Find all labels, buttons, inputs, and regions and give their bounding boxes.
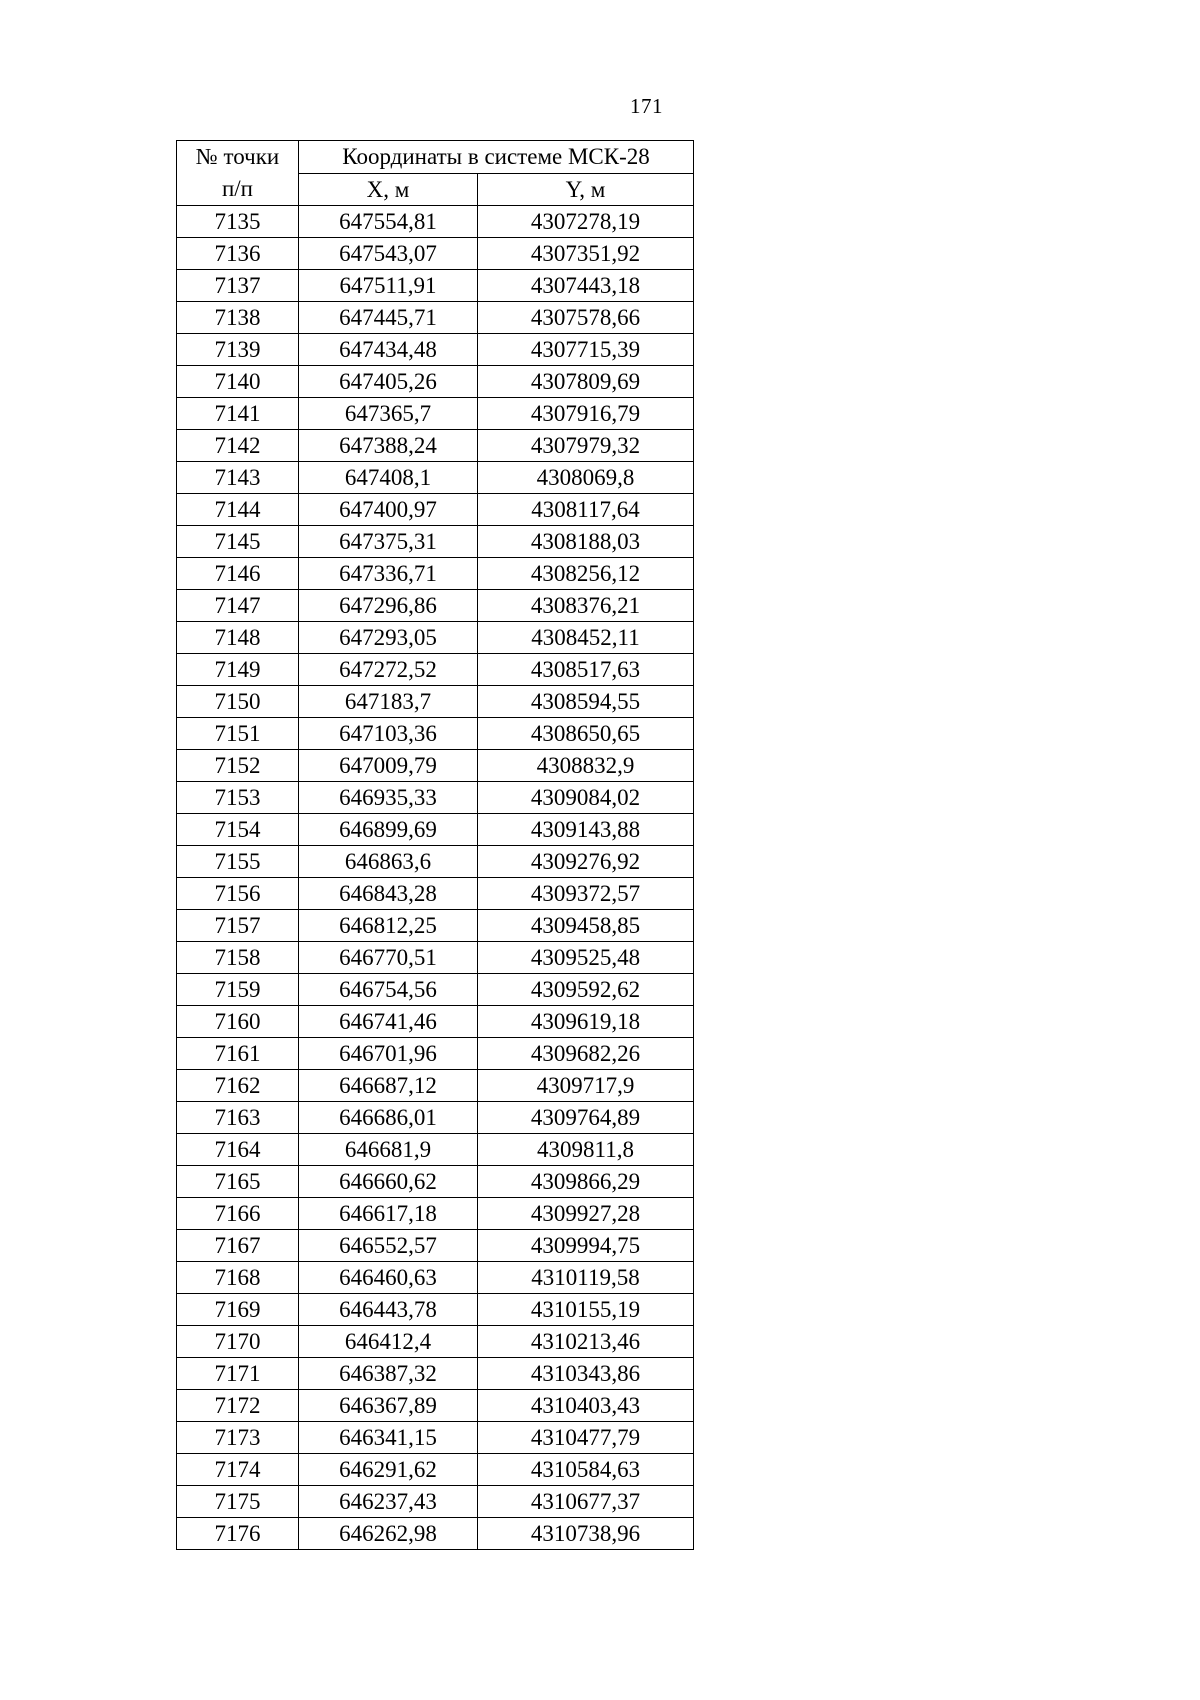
point-number-cell: 7171 (177, 1358, 299, 1390)
table-row (177, 814, 694, 846)
table-body (177, 206, 694, 1550)
table-row (177, 942, 694, 974)
table-row (177, 654, 694, 686)
point-number-cell: 7144 (177, 494, 299, 526)
y-coordinate-cell: 4310119,58 (478, 1262, 694, 1294)
point-number-cell: 7149 (177, 654, 299, 686)
point-number-cell: 7147 (177, 590, 299, 622)
point-number-cell: 7154 (177, 814, 299, 846)
x-coordinate-cell: 646770,51 (299, 942, 478, 974)
table-row (177, 430, 694, 462)
x-coordinate-cell: 646460,63 (299, 1262, 478, 1294)
y-coordinate-cell: 4309372,57 (478, 878, 694, 910)
y-coordinate-cell: 4308452,11 (478, 622, 694, 654)
table-row (177, 1486, 694, 1518)
y-coordinate-cell: 4309994,75 (478, 1230, 694, 1262)
table-row (177, 1166, 694, 1198)
x-coordinate-cell: 646681,9 (299, 1134, 478, 1166)
table-row (177, 462, 694, 494)
x-coordinate-cell: 646617,18 (299, 1198, 478, 1230)
point-number-cell: 7173 (177, 1422, 299, 1454)
y-coordinate-cell: 4307278,19 (478, 206, 694, 238)
table-row (177, 398, 694, 430)
table-row (177, 910, 694, 942)
point-number-cell: 7159 (177, 974, 299, 1006)
point-number-cell: 7172 (177, 1390, 299, 1422)
table-row (177, 590, 694, 622)
table-row (177, 1134, 694, 1166)
table-row (177, 526, 694, 558)
table-header (177, 141, 694, 206)
y-coordinate-cell: 4307578,66 (478, 302, 694, 334)
point-number-cell: 7163 (177, 1102, 299, 1134)
x-coordinate-cell: 646812,25 (299, 910, 478, 942)
point-number-cell: 7141 (177, 398, 299, 430)
point-number-cell: 7151 (177, 718, 299, 750)
y-coordinate-cell: 4310738,96 (478, 1518, 694, 1550)
y-coordinate-cell: 4309927,28 (478, 1198, 694, 1230)
point-number-cell: 7137 (177, 270, 299, 302)
table-row (177, 1454, 694, 1486)
x-coordinate-cell: 647543,07 (299, 238, 478, 270)
y-coordinate-cell: 4309682,26 (478, 1038, 694, 1070)
point-number-cell: 7138 (177, 302, 299, 334)
x-coordinate-cell: 647408,1 (299, 462, 478, 494)
table-row (177, 494, 694, 526)
coordinate-system-header: Координаты в системе МСК-28 (299, 141, 694, 174)
x-coordinate-cell: 646863,6 (299, 846, 478, 878)
table-row (177, 782, 694, 814)
x-coordinate-cell: 647293,05 (299, 622, 478, 654)
x-coordinate-cell: 646686,01 (299, 1102, 478, 1134)
table-row (177, 1390, 694, 1422)
x-coordinate-cell: 646552,57 (299, 1230, 478, 1262)
x-coordinate-cell: 646935,33 (299, 782, 478, 814)
x-coordinate-cell: 646754,56 (299, 974, 478, 1006)
y-coordinate-cell: 4309717,9 (478, 1070, 694, 1102)
y-coordinate-cell: 4310155,19 (478, 1294, 694, 1326)
x-coordinate-cell: 647272,52 (299, 654, 478, 686)
x-coordinate-cell: 647183,7 (299, 686, 478, 718)
table-row (177, 1262, 694, 1294)
point-number-cell: 7156 (177, 878, 299, 910)
x-coordinate-cell: 647336,71 (299, 558, 478, 590)
point-number-cell: 7142 (177, 430, 299, 462)
x-column-header: X, м (299, 173, 478, 206)
point-number-cell: 7162 (177, 1070, 299, 1102)
x-coordinate-cell: 647009,79 (299, 750, 478, 782)
point-number-cell: 7167 (177, 1230, 299, 1262)
page-number: 171 (630, 94, 663, 118)
table-row (177, 334, 694, 366)
point-number-cell: 7139 (177, 334, 299, 366)
table-row (177, 1102, 694, 1134)
y-coordinate-cell: 4310403,43 (478, 1390, 694, 1422)
point-number-header-line2: п/п (221, 176, 253, 201)
y-coordinate-cell: 4309458,85 (478, 910, 694, 942)
point-number-cell: 7174 (177, 1454, 299, 1486)
x-coordinate-cell: 647405,26 (299, 366, 478, 398)
table-row (177, 974, 694, 1006)
y-coordinate-cell: 4307809,69 (478, 366, 694, 398)
y-coordinate-cell: 4309592,62 (478, 974, 694, 1006)
point-number-cell: 7166 (177, 1198, 299, 1230)
point-number-cell: 7148 (177, 622, 299, 654)
table-row (177, 1294, 694, 1326)
table-row (177, 1422, 694, 1454)
point-number-cell: 7175 (177, 1486, 299, 1518)
x-coordinate-cell: 647511,91 (299, 270, 478, 302)
table-row (177, 846, 694, 878)
table-row (177, 686, 694, 718)
y-coordinate-cell: 4309143,88 (478, 814, 694, 846)
table-row (177, 1006, 694, 1038)
point-number-cell: 7145 (177, 526, 299, 558)
point-number-header (177, 141, 299, 206)
x-coordinate-cell: 647554,81 (299, 206, 478, 238)
x-coordinate-cell: 646443,78 (299, 1294, 478, 1326)
table-row (177, 1038, 694, 1070)
y-coordinate-cell: 4308376,21 (478, 590, 694, 622)
point-number-cell: 7164 (177, 1134, 299, 1166)
x-coordinate-cell: 647434,48 (299, 334, 478, 366)
point-number-cell: 7170 (177, 1326, 299, 1358)
y-coordinate-cell: 4310477,79 (478, 1422, 694, 1454)
y-coordinate-cell: 4307916,79 (478, 398, 694, 430)
point-number-cell: 7152 (177, 750, 299, 782)
point-number-cell: 7150 (177, 686, 299, 718)
table-row (177, 1326, 694, 1358)
point-number-cell: 7161 (177, 1038, 299, 1070)
x-coordinate-cell: 646237,43 (299, 1486, 478, 1518)
y-coordinate-cell: 4307979,32 (478, 430, 694, 462)
x-coordinate-cell: 646741,46 (299, 1006, 478, 1038)
table-row (177, 1358, 694, 1390)
point-number-cell: 7169 (177, 1294, 299, 1326)
y-coordinate-cell: 4307443,18 (478, 270, 694, 302)
x-coordinate-cell: 646341,15 (299, 1422, 478, 1454)
y-coordinate-cell: 4310677,37 (478, 1486, 694, 1518)
y-coordinate-cell: 4309276,92 (478, 846, 694, 878)
point-number-cell: 7153 (177, 782, 299, 814)
x-coordinate-cell: 646262,98 (299, 1518, 478, 1550)
y-coordinate-cell: 4307351,92 (478, 238, 694, 270)
table-row (177, 878, 694, 910)
y-coordinate-cell: 4309525,48 (478, 942, 694, 974)
coordinates-table (176, 140, 694, 1550)
x-coordinate-cell: 646412,4 (299, 1326, 478, 1358)
x-coordinate-cell: 647296,86 (299, 590, 478, 622)
x-coordinate-cell: 646387,32 (299, 1358, 478, 1390)
y-coordinate-cell: 4308069,8 (478, 462, 694, 494)
y-coordinate-cell: 4308188,03 (478, 526, 694, 558)
table-row (177, 1230, 694, 1262)
x-coordinate-cell: 647103,36 (299, 718, 478, 750)
table-row (177, 366, 694, 398)
x-coordinate-cell: 647388,24 (299, 430, 478, 462)
table-row (177, 1198, 694, 1230)
table-row (177, 750, 694, 782)
point-number-cell: 7136 (177, 238, 299, 270)
point-number-cell: 7160 (177, 1006, 299, 1038)
y-coordinate-cell: 4307715,39 (478, 334, 694, 366)
point-number-cell: 7140 (177, 366, 299, 398)
x-coordinate-cell: 646899,69 (299, 814, 478, 846)
y-coordinate-cell: 4310213,46 (478, 1326, 694, 1358)
y-column-header: Y, м (478, 173, 694, 206)
y-coordinate-cell: 4308650,65 (478, 718, 694, 750)
x-coordinate-cell: 646367,89 (299, 1390, 478, 1422)
x-coordinate-cell: 647445,71 (299, 302, 478, 334)
y-coordinate-cell: 4309866,29 (478, 1166, 694, 1198)
x-coordinate-cell: 646843,28 (299, 878, 478, 910)
y-coordinate-cell: 4310584,63 (478, 1454, 694, 1486)
point-number-cell: 7135 (177, 206, 299, 238)
point-number-cell: 7165 (177, 1166, 299, 1198)
y-coordinate-cell: 4308594,55 (478, 686, 694, 718)
x-coordinate-cell: 647365,7 (299, 398, 478, 430)
point-number-cell: 7155 (177, 846, 299, 878)
point-number-cell: 7176 (177, 1518, 299, 1550)
table-row (177, 302, 694, 334)
y-coordinate-cell: 4308117,64 (478, 494, 694, 526)
table-row (177, 238, 694, 270)
x-coordinate-cell: 647375,31 (299, 526, 478, 558)
y-coordinate-cell: 4308832,9 (478, 750, 694, 782)
x-coordinate-cell: 646660,62 (299, 1166, 478, 1198)
table-row (177, 206, 694, 238)
table-row (177, 622, 694, 654)
table-row (177, 1070, 694, 1102)
y-coordinate-cell: 4308517,63 (478, 654, 694, 686)
x-coordinate-cell: 646701,96 (299, 1038, 478, 1070)
y-coordinate-cell: 4309811,8 (478, 1134, 694, 1166)
x-coordinate-cell: 646687,12 (299, 1070, 478, 1102)
point-number-header-line1: № точки (195, 144, 280, 169)
y-coordinate-cell: 4309764,89 (478, 1102, 694, 1134)
y-coordinate-cell: 4309084,02 (478, 782, 694, 814)
x-coordinate-cell: 646291,62 (299, 1454, 478, 1486)
point-number-cell: 7158 (177, 942, 299, 974)
table-row (177, 558, 694, 590)
point-number-cell: 7157 (177, 910, 299, 942)
table-row (177, 270, 694, 302)
x-coordinate-cell: 647400,97 (299, 494, 478, 526)
table-row (177, 1518, 694, 1550)
y-coordinate-cell: 4308256,12 (478, 558, 694, 590)
table-row (177, 718, 694, 750)
y-coordinate-cell: 4309619,18 (478, 1006, 694, 1038)
point-number-cell: 7146 (177, 558, 299, 590)
y-coordinate-cell: 4310343,86 (478, 1358, 694, 1390)
point-number-cell: 7168 (177, 1262, 299, 1294)
point-number-cell: 7143 (177, 462, 299, 494)
